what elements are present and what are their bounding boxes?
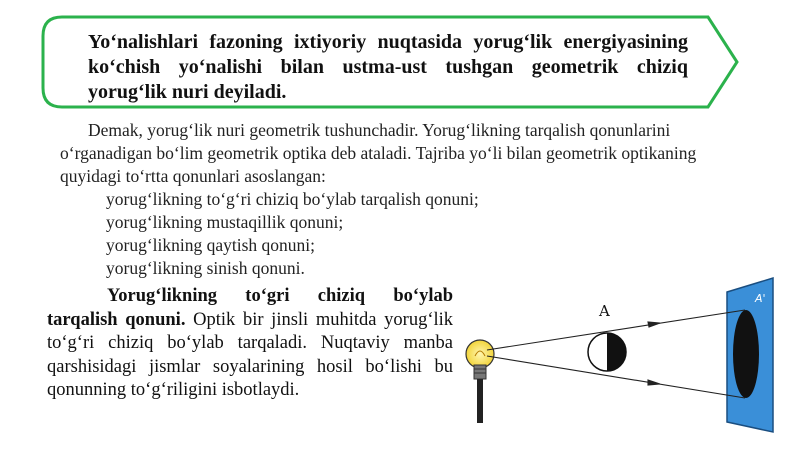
law-item: yorug‘likning qaytish qonuni; [106,235,316,255]
law-body: Optik bir jinsli muhitda yorug‘lik to‘g‘ri chiziq bo‘ylab tarqaladi. Nuqtaviy manba qarshisidagi jismlar soyalarining hosil bo‘lishi bu qonunning to‘g‘riligini isbotlaydi. [47,309,454,400]
laws-list [106,188,725,280]
light-bulb-icon [466,340,494,423]
intro-paragraph: Demak, yorug‘lik nuri geometrik tushunchadir. Yorug‘likning tarqalish qonunlarini o‘rganadigan bo‘lim geometrik optika deb ataladi. Tajriba yo‘li bilan geometrik optikaning quyidagi to‘rtta qonunlari asoslangan: [60,120,697,186]
law-item: yorug‘likning sinish qonuni. [106,258,305,278]
shadow-ellipse [733,310,759,398]
object-label: A [599,302,610,320]
intro-section [60,119,725,280]
shadow-diagram [455,272,785,437]
law-section [47,285,453,403]
opaque-object [588,333,626,371]
law-title: Yorug‘likning to‘gri chiziq bo‘ylab tarqalish qonuni. [47,286,453,330]
definition-box [40,14,740,110]
law-item: yorug‘likning mustaqillik qonuni; [106,212,344,232]
screen-label: A' [755,292,766,305]
screen [727,278,773,432]
definition-text: Yo‘nalishlari fazoning ixtiyoriy nuqtasida yorug‘lik energiyasining ko‘chish yo‘nalishi bilan ustma-ust tushgan geometrik chiziq yorug‘lik nuri deyiladi. [88,31,688,103]
law-item: yorug‘likning to‘g‘ri chiziq bo‘ylab tarqalish qonuni; [106,189,479,209]
